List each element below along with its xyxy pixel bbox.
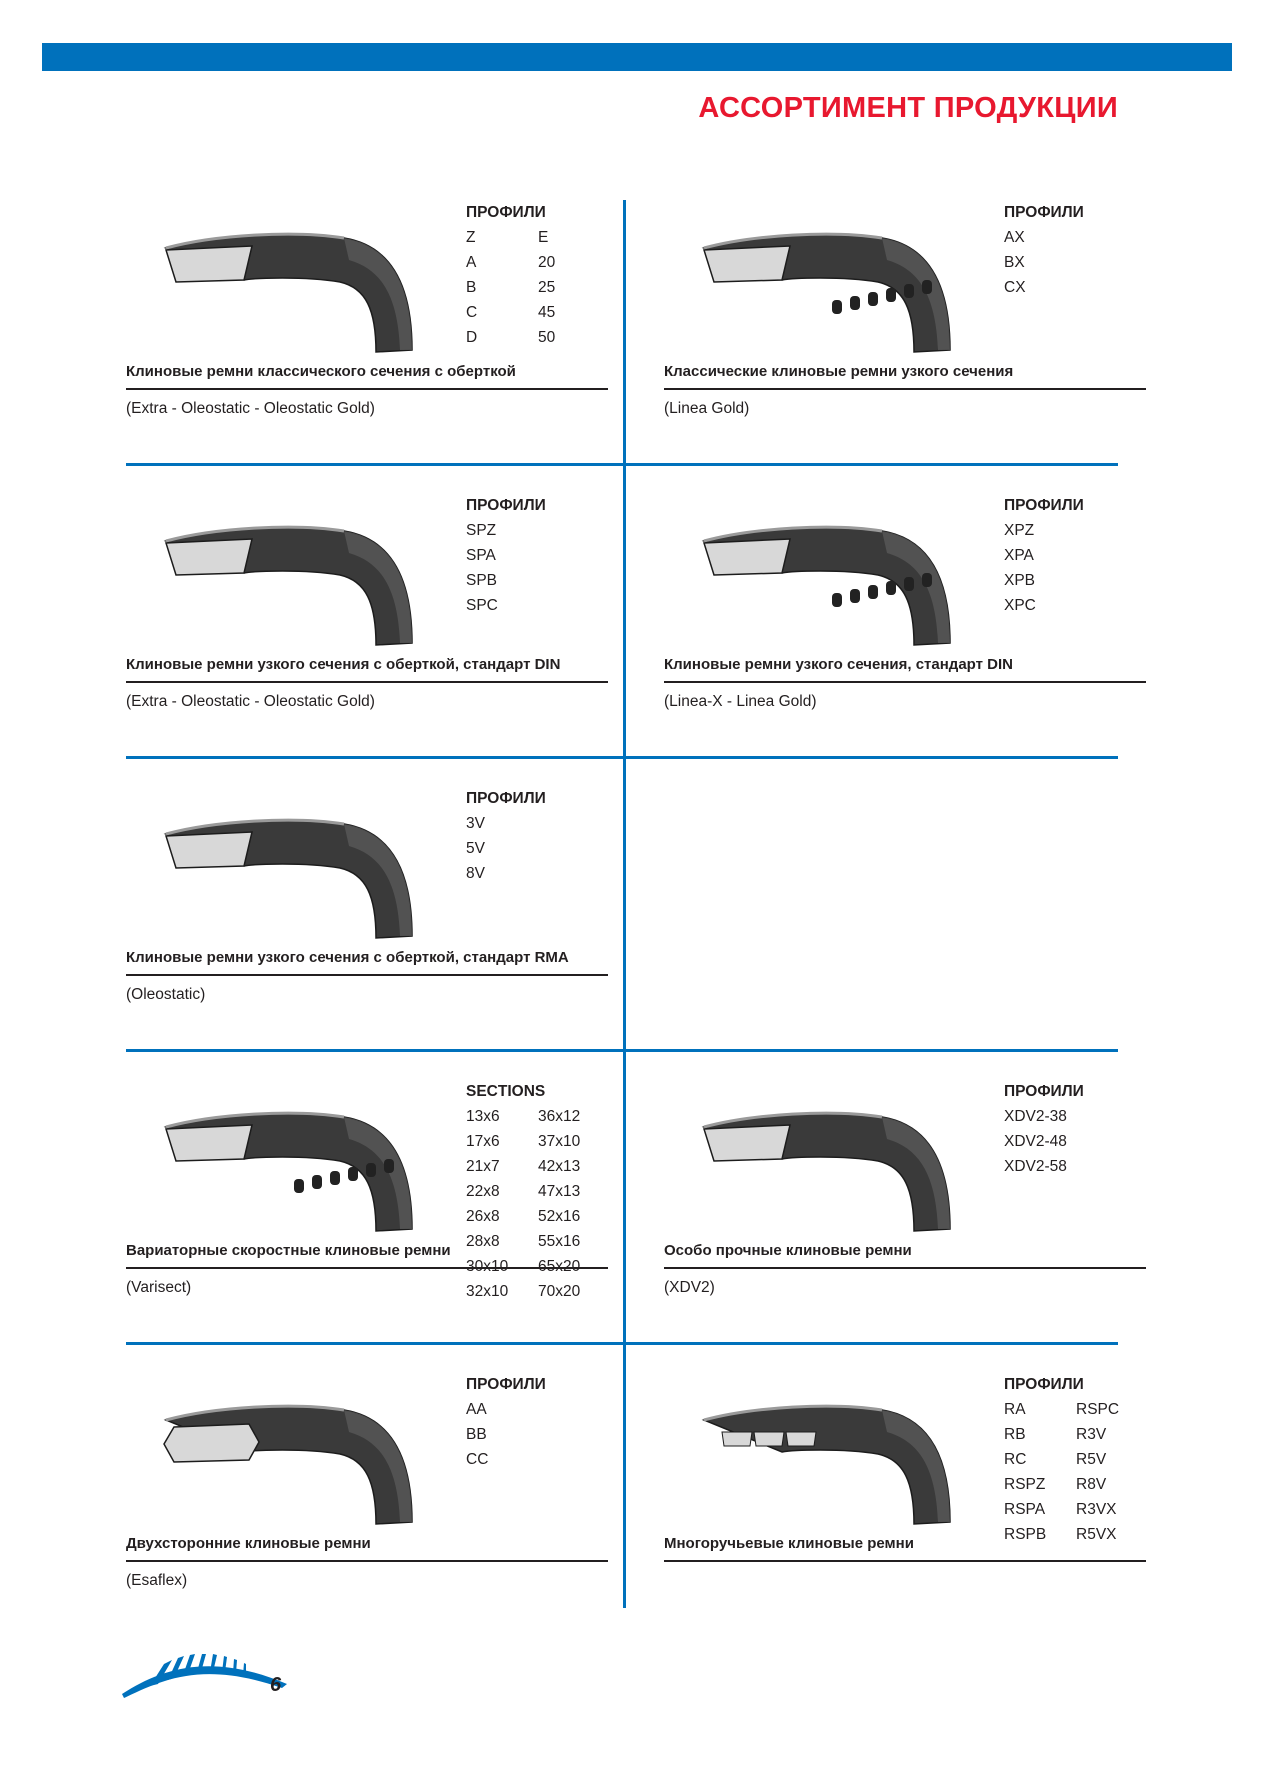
banded-vbelt-icon <box>682 1372 972 1532</box>
profile-code: 37x10 <box>538 1133 581 1150</box>
profile-code: 20 <box>538 254 556 271</box>
profile-code: R3VX <box>1076 1501 1117 1518</box>
profile-code: A <box>466 254 477 271</box>
product-brands: (Esaflex) <box>126 1572 188 1589</box>
profile-code: 36x12 <box>538 1108 581 1125</box>
profile-code: 52x16 <box>538 1208 581 1225</box>
profile-code: RSPZ <box>1004 1476 1046 1493</box>
profile-code: XPA <box>1004 547 1034 564</box>
profile-code: XDV2-38 <box>1004 1108 1067 1125</box>
product-title: Вариаторные скоростные клиновые ремни <box>126 1242 608 1269</box>
profiles-heading: ПРОФИЛИ <box>466 790 546 807</box>
profiles-list <box>466 1372 626 1472</box>
profiles-heading: ПРОФИЛИ <box>1004 1083 1084 1100</box>
product-card <box>126 786 608 1078</box>
profile-code: C <box>466 304 478 321</box>
profile-code: BB <box>466 1426 487 1443</box>
profile-code: SPZ <box>466 522 497 539</box>
profile-code: 22x8 <box>466 1183 500 1200</box>
product-card <box>664 1372 1146 1664</box>
product-brands: (Extra - Oleostatic - Oleostatic Gold) <box>126 693 375 710</box>
profile-code: RSPA <box>1004 1501 1046 1518</box>
profile-code: RSPC <box>1076 1401 1120 1418</box>
profile-code: CC <box>466 1451 489 1468</box>
profiles-list <box>466 786 626 886</box>
page-number: 6 <box>270 1674 282 1696</box>
product-title: Клиновые ремни узкого сечения с оберткой, стандарт DIN <box>126 656 608 683</box>
profile-code: 50 <box>538 329 556 346</box>
product-title: Многоручьевые клиновые ремни <box>664 1535 1146 1562</box>
profiles-heading: ПРОФИЛИ <box>1004 497 1084 514</box>
wrapped-classic-vbelt-icon <box>144 200 434 360</box>
profile-code: RC <box>1004 1451 1027 1468</box>
profile-code: XPZ <box>1004 522 1035 539</box>
profile-code: R5VX <box>1076 1526 1117 1543</box>
profile-code: XDV2-58 <box>1004 1158 1067 1175</box>
profiles-heading: ПРОФИЛИ <box>466 497 546 514</box>
profile-code: AX <box>1004 229 1025 246</box>
profile-code: SPC <box>466 597 498 614</box>
product-title: Клиновые ремни узкого сечения, стандарт DIN <box>664 656 1146 683</box>
product-title: Двухсторонние клиновые ремни <box>126 1535 608 1562</box>
profile-code: 65x20 <box>538 1258 581 1275</box>
product-card <box>126 200 608 492</box>
profile-code: BX <box>1004 254 1025 271</box>
profile-code: 70x20 <box>538 1283 581 1300</box>
profile-code: XPC <box>1004 597 1036 614</box>
profile-code: 25 <box>538 279 556 296</box>
profiles-heading: SECTIONS <box>466 1083 546 1100</box>
profile-code: 42x13 <box>538 1158 581 1175</box>
profile-code: 55x16 <box>538 1233 581 1250</box>
profiles-heading: ПРОФИЛИ <box>1004 1376 1084 1393</box>
product-brands: (XDV2) <box>664 1279 715 1296</box>
product-brands: (Linea Gold) <box>664 400 750 417</box>
profile-code: CX <box>1004 279 1026 296</box>
profiles-list <box>1004 1372 1164 1547</box>
product-card <box>664 493 1146 785</box>
product-title: Клиновые ремни классического сечения с оберткой <box>126 363 608 390</box>
profile-code: 45 <box>538 304 556 321</box>
profile-code: XDV2-48 <box>1004 1133 1067 1150</box>
cogged-narrow-vbelt-icon <box>682 493 972 653</box>
profile-code: XPB <box>1004 572 1036 589</box>
product-card <box>664 200 1146 492</box>
product-title: Классические клиновые ремни узкого сечения <box>664 363 1146 390</box>
profiles-heading: ПРОФИЛИ <box>466 1376 546 1393</box>
product-brands: (Linea-X - Linea Gold) <box>664 693 817 710</box>
product-brands: (Varisect) <box>126 1279 192 1296</box>
profile-code: 21x7 <box>466 1158 500 1175</box>
profile-code: RB <box>1004 1426 1026 1443</box>
profiles-list <box>466 493 626 618</box>
profile-code: 26x8 <box>466 1208 500 1225</box>
profile-code: 30x10 <box>466 1258 509 1275</box>
profiles-list <box>1004 200 1164 300</box>
profile-code: 5V <box>466 840 485 857</box>
profile-code: 3V <box>466 815 485 832</box>
heavy-duty-vbelt-icon <box>682 1079 972 1239</box>
profiles-list <box>1004 493 1164 618</box>
profile-code: D <box>466 329 478 346</box>
profile-code: 17x6 <box>466 1133 500 1150</box>
profile-code: 47x13 <box>538 1183 581 1200</box>
profiles-heading: ПРОФИЛИ <box>466 204 546 221</box>
profile-code: R8V <box>1076 1476 1107 1493</box>
profile-code: RA <box>1004 1401 1026 1418</box>
product-title: Особо прочные клиновые ремни <box>664 1242 1146 1269</box>
product-card <box>126 1372 608 1664</box>
profile-code: 32x10 <box>466 1283 509 1300</box>
profile-code: RSPB <box>1004 1526 1047 1543</box>
wrapped-narrow-vbelt-icon <box>144 493 434 653</box>
profile-code: AA <box>466 1401 487 1418</box>
profiles-list <box>1004 1079 1164 1179</box>
product-brands: (Oleostatic) <box>126 986 206 1003</box>
wrapped-rma-vbelt-icon <box>144 786 434 946</box>
profile-code: 28x8 <box>466 1233 500 1250</box>
double-sided-vbelt-icon <box>144 1372 434 1532</box>
product-card <box>126 493 608 785</box>
profile-code: SPA <box>466 547 496 564</box>
profiles-list <box>466 1079 626 1304</box>
profile-code: Z <box>466 229 476 246</box>
profile-code: R5V <box>1076 1451 1107 1468</box>
top-blue-bar <box>42 43 1232 71</box>
product-brands: (Extra - Oleostatic - Oleostatic Gold) <box>126 400 375 417</box>
cogged-classic-vbelt-icon <box>682 200 972 360</box>
product-card <box>126 1079 608 1371</box>
profiles-list <box>466 200 626 350</box>
profile-code: 8V <box>466 865 485 882</box>
page-title: АССОРТИМЕНТ ПРОДУКЦИИ <box>698 92 1118 124</box>
profile-code: R3V <box>1076 1426 1107 1443</box>
profile-code: SPB <box>466 572 498 589</box>
profiles-heading: ПРОФИЛИ <box>1004 204 1084 221</box>
variable-speed-belt-icon <box>144 1079 434 1239</box>
product-title: Клиновые ремни узкого сечения с оберткой, стандарт RMA <box>126 949 608 976</box>
product-card <box>664 1079 1146 1371</box>
profile-code: E <box>538 229 549 246</box>
profile-code: B <box>466 279 477 296</box>
profile-code: 13x6 <box>466 1108 500 1125</box>
